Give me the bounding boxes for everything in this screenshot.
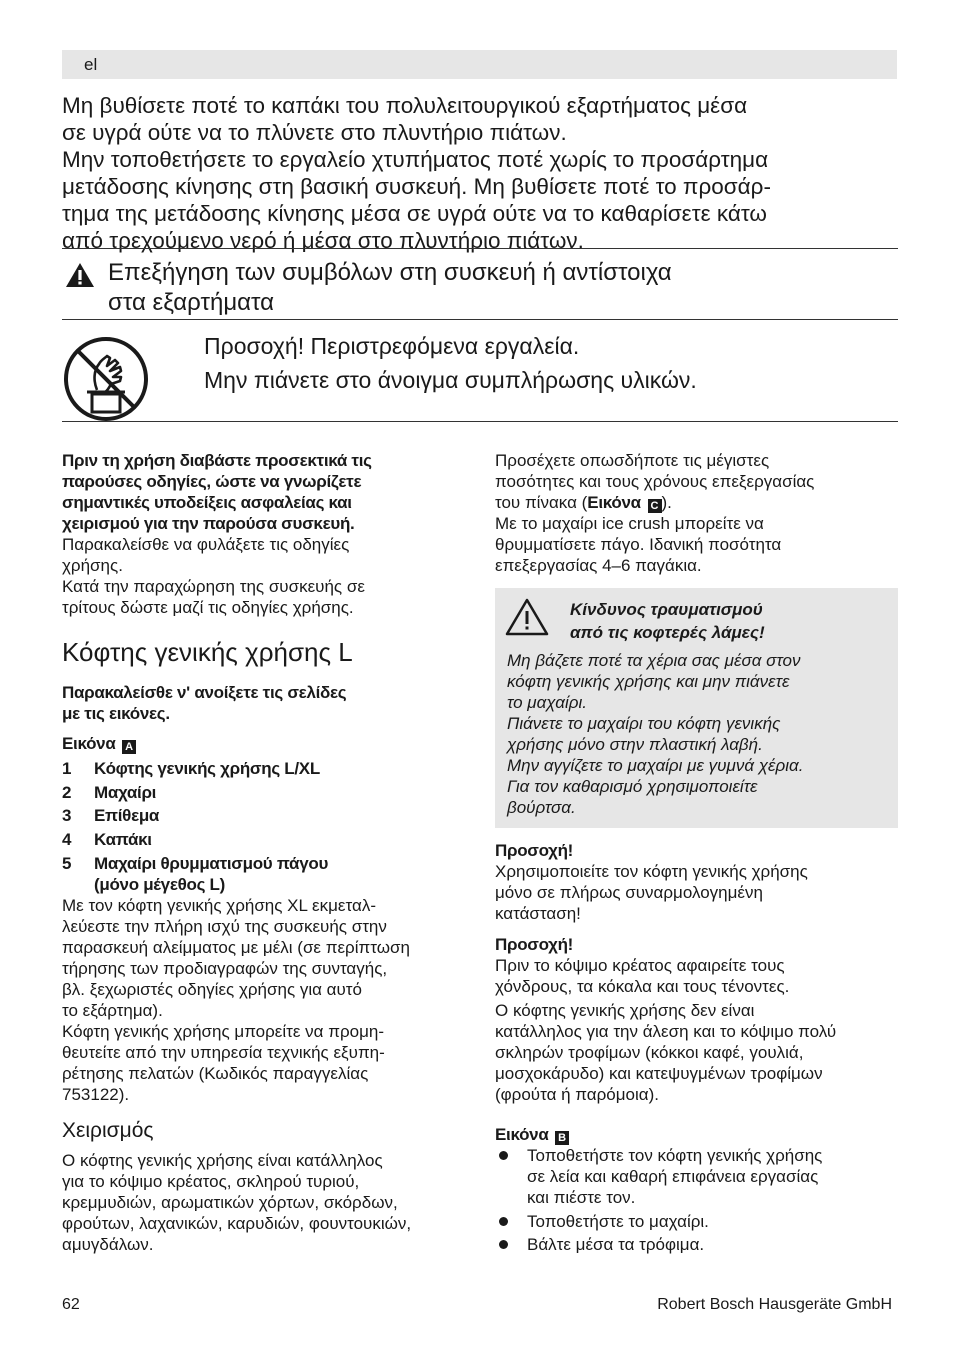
list-item	[62, 853, 462, 895]
text-line: τήρησης των προδιαγραφών της συνταγής,	[62, 959, 388, 978]
text-line: Παρακαλείσθε να φυλάξετε τις οδηγίες	[62, 535, 350, 554]
intro-paragraph	[62, 92, 902, 254]
warning-title	[570, 598, 765, 644]
text-line	[495, 492, 895, 513]
list-item	[62, 828, 462, 852]
text-line: 753122).	[62, 1085, 130, 1104]
symbols-heading-line: στα εξαρτήματα	[108, 289, 275, 316]
text-line: θευτείτε από την υπηρεσία τεχνικής εξυπη-	[62, 1043, 385, 1062]
intro-line: από τρεχούμενο νερό ή μέσα στο πλυντήριο πιάτων.	[62, 228, 584, 253]
text-line: χρήσης.	[62, 556, 123, 575]
text-line: Τοποθετήστε το μαχαίρι.	[527, 1212, 709, 1231]
text-line: κόφτη γενικής χρήσης και μην πιάνετε	[507, 672, 790, 691]
item-number: 2	[62, 782, 72, 802]
text-line: το μαχαίρι.	[507, 693, 588, 712]
item-label: Μαχαίρι	[94, 782, 157, 802]
figure-label: Εικόνα	[62, 734, 116, 753]
text-line: Για τον καθαρισμό χρησιμοποιείτε	[507, 777, 758, 796]
text-line: παρασκευή αλείμματος με μέλι (σε περίπτωση	[62, 938, 410, 957]
item-number: 5	[62, 854, 72, 873]
text-line: χειρισμού για την παρούσα συσκευή.	[62, 514, 355, 533]
text-line: θρυμματίσετε πάγο. Ιδανική ποσότητα	[495, 535, 782, 554]
text-line: με τις εικόνες.	[62, 704, 170, 723]
right-column	[495, 450, 895, 576]
list-item	[495, 1145, 895, 1208]
caution-title: Προσοχή!	[495, 935, 574, 954]
divider	[62, 248, 898, 249]
item-number: 3	[62, 806, 72, 825]
bullet-icon	[499, 1217, 508, 1226]
warning-triangle-icon	[65, 262, 95, 288]
warning-triangle-icon	[505, 598, 549, 636]
intro-line: σε υγρά ούτε να το πλύνετε στο πλυντήριο πιάτων.	[62, 120, 567, 145]
company-name: Robert Bosch Hausgeräte GmbH	[657, 1296, 892, 1313]
text-line: τρίτους δώστε μαζί τις οδηγίες χρήσης.	[62, 598, 354, 617]
figure-letter-badge: C	[648, 499, 662, 513]
section-title: Κόφτης γενικής χρήσης L	[62, 637, 353, 667]
text-line: Κατά την παραχώρηση της συσκευής σε	[62, 577, 365, 596]
item-label: Κόφτης γενικής χρήσης L/XL	[94, 759, 320, 778]
text-line: σκληρών τροφίμων (κόκκοι καφέ, γουλιά,	[495, 1043, 804, 1062]
text-line: Παρακαλείσθε ν' ανοίξετε τις σελίδες	[62, 683, 347, 702]
text-line: χόνδρους, τα κόκαλα και τους τένοντες.	[495, 977, 790, 996]
text-line: σε λεία και καθαρή επιφάνεια εργασίας	[527, 1167, 819, 1186]
text-line: από τις κοφτερές λάμες!	[570, 623, 765, 642]
open-pages-notice	[62, 682, 462, 724]
xl-cutter-text	[62, 895, 462, 1105]
warning-box	[495, 588, 898, 828]
handling-text	[62, 1150, 462, 1255]
caution-title: Προσοχή!	[495, 841, 574, 860]
text-line: Μη βάζετε ποτέ τα χέρια σας μέσα στον	[507, 651, 801, 670]
bullet-icon	[499, 1151, 508, 1160]
item-number: 4	[62, 829, 72, 849]
text-line: Με τον κόφτη γενικής χρήσης XL εκμεταλ-	[62, 896, 376, 915]
text-line: Ο κόφτης γενικής χρήσης είναι κατάλληλος	[62, 1151, 383, 1170]
text-line: Μην αγγίζετε το μαχαίρι με γυμνά χέρια.	[507, 756, 804, 775]
language-bar	[62, 50, 897, 79]
keep-instructions-text	[62, 534, 462, 618]
text-line: μοσχοκάρυδο) και κατεψυγμένων τροφίμων	[495, 1064, 823, 1083]
text-line: αμυγδάλων.	[62, 1235, 154, 1254]
text-line: Πριν τη χρήση διαβάστε προσεκτικά τις	[62, 451, 372, 470]
page-number: 62	[62, 1296, 80, 1313]
figure-a-ref	[62, 733, 462, 754]
item-label: Μαχαίρι θρυμματισμού πάγου	[94, 854, 329, 873]
list-item	[62, 781, 462, 805]
warning-body	[507, 650, 892, 818]
text-line: παρούσες οδηγίες, ώστε να γνωρίζετε	[62, 472, 362, 491]
text-line: βούρτσα.	[507, 798, 576, 817]
list-item	[62, 804, 462, 828]
read-instructions-notice	[62, 450, 462, 534]
figure-b-section	[495, 1124, 895, 1255]
symbol-caution-text: Προσοχή! Περιστρεφόμενα εργαλεία.	[204, 333, 580, 359]
text-fragment: του πίνακα (	[495, 493, 588, 512]
figure-letter-badge: A	[122, 740, 136, 754]
text-line: χρήσης μόνο στην πλαστική λαβή.	[507, 735, 763, 754]
left-column-parts	[62, 682, 462, 1105]
text-line: Πιάνετε το μαχαίρι του κόφτη γενικής	[507, 714, 781, 733]
text-line: κρεμμυδιών, αρωματικών χόρτων, σκόρδων,	[62, 1193, 398, 1212]
text-fragment: ).	[661, 493, 672, 512]
text-line: μόνο σε πλήρως συναρμολογημένη	[495, 883, 763, 902]
bullet-icon	[499, 1240, 508, 1249]
text-line: βλ. ξεχωριστές οδηγίες χρήσης για αυτό	[62, 980, 362, 999]
text-line: Ο κόφτης γενικής χρήσης δεν είναι	[495, 1001, 755, 1020]
text-line: κατάσταση!	[495, 904, 581, 923]
text-line: φρούτων, λαχανικών, καρυδιών, φουντουκιών,	[62, 1214, 412, 1233]
divider	[62, 319, 898, 320]
figure-label: Εικόνα	[587, 493, 641, 512]
text-line: κατάλληλος για την άλεση και το κόψιμο πολύ	[495, 1022, 837, 1041]
text-line: Πριν το κόψιμο κρέατος αφαιρείτε τους	[495, 956, 785, 975]
text-line: Προσέχετε οπωσδήποτε τις μέγιστες	[495, 451, 770, 470]
figure-label: Εικόνα	[495, 1125, 549, 1144]
text-line: λεύεστε την πλήρη ισχύ της συσκευής στην	[62, 917, 387, 936]
text-line: ρέτησης πελατών (Κωδικός παραγγελίας	[62, 1064, 369, 1083]
text-line: Χρησιμοποιείτε τον κόφτη γενικής χρήσης	[495, 862, 808, 881]
text-line: και πιέστε τον.	[527, 1188, 636, 1207]
figure-b-ref	[495, 1124, 895, 1145]
text-line: (φρούτα ή παρόμοια).	[495, 1085, 659, 1104]
intro-line: μετάδοσης κίνησης στη βασική συσκευή. Μη βυθίσετε ποτέ το προσάρ-	[62, 174, 771, 199]
list-item	[495, 1234, 895, 1255]
language-code: el	[84, 55, 98, 74]
symbol-description	[204, 329, 884, 397]
item-label-continuation: (μόνο μέγεθος L)	[94, 875, 225, 894]
text-line: Κίνδυνος τραυματισμού	[570, 600, 763, 619]
intro-line: Μη βυθίσετε ποτέ το καπάκι του πολυλειτουργικού εξαρτήματος μέσα	[62, 93, 748, 118]
handling-title: Χειρισμός	[62, 1119, 154, 1142]
figure-letter-badge: B	[555, 1131, 569, 1145]
caution-1	[495, 840, 895, 924]
steps-list	[495, 1145, 895, 1255]
text-line: ποσότητες και τους χρόνους επεξεργασίας	[495, 472, 815, 491]
text-line: επεξεργασίας 4–6 παγάκια.	[495, 556, 702, 575]
text-line: Βάλτε μέσα τα τρόφιμα.	[527, 1235, 705, 1254]
text-line: σημαντικές υποδείξεις ασφαλείας και	[62, 493, 352, 512]
list-item	[62, 757, 462, 781]
text-line: το εξάρτημα).	[62, 1001, 163, 1020]
text-line: Με το μαχαίρι ice crush μπορείτε να	[495, 514, 764, 533]
item-label: Καπάκι	[94, 829, 152, 849]
parts-list	[62, 757, 462, 895]
intro-line: Μην τοποθετήσετε το εργαλείο χτυπήματος ποτέ χωρίς το προσάρτημα	[62, 147, 769, 172]
text-line: για το κόψιμο κρέατος, σκληρού τυριού,	[62, 1172, 360, 1191]
text-line: Τοποθετήστε τον κόφτη γενικής χρήσης	[527, 1146, 823, 1165]
symbol-instruction-text: Μην πιάνετε στο άνοιγμα συμπλήρωσης υλικών.	[204, 367, 697, 393]
intro-line: τημα της μετάδοσης κίνησης μέσα σε υγρά ούτε να το καθαρίσετε κάτω	[62, 201, 767, 226]
no-hand-in-feed-icon	[63, 336, 149, 422]
item-label: Επίθεμα	[94, 806, 160, 825]
text-line: Κόφτη γενικής χρήσης μπορείτε να προμη-	[62, 1022, 384, 1041]
divider	[62, 421, 898, 422]
left-column	[62, 450, 462, 618]
list-item	[495, 1211, 895, 1232]
symbols-heading-line: Επεξήγηση των συμβόλων στη συσκευή ή αντίστοιχα	[108, 259, 672, 286]
item-number: 1	[62, 759, 72, 778]
caution-2	[495, 934, 895, 1105]
